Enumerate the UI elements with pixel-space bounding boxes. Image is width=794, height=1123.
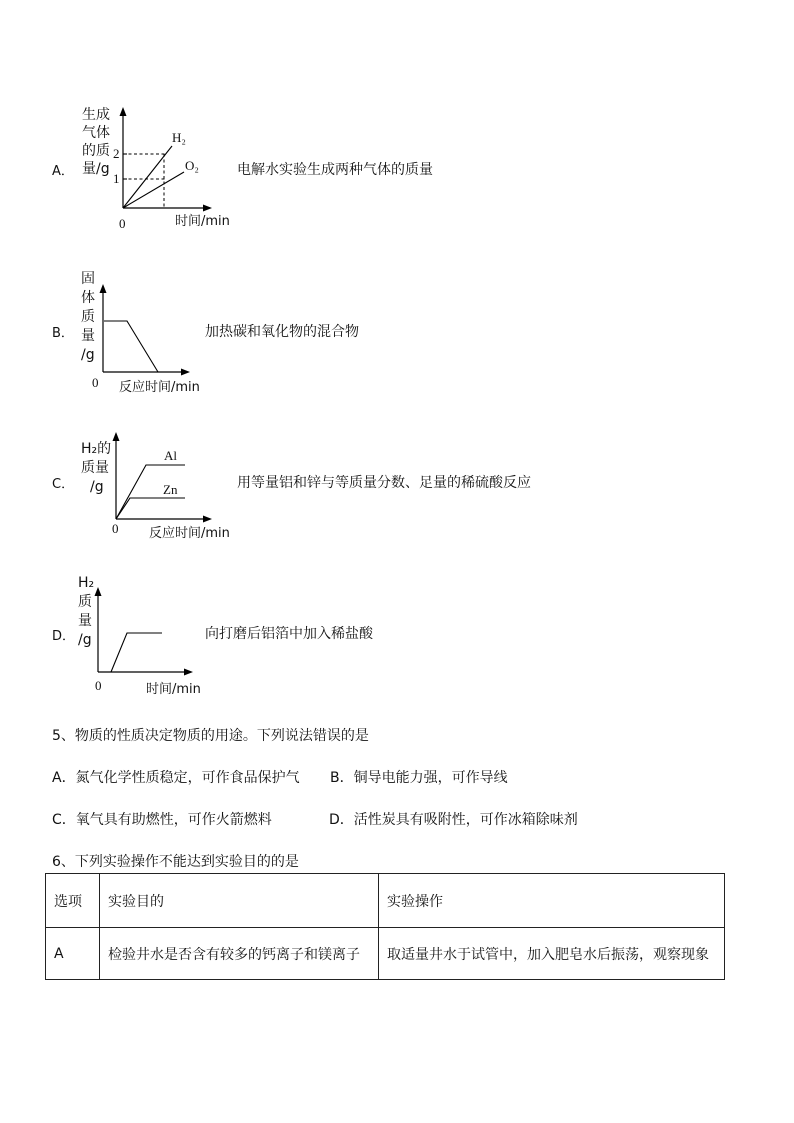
option-c-description: 用等量铝和锌与等质量分数、足量的稀硫酸反应	[237, 475, 531, 491]
graph-a-h2-label: H₂	[172, 130, 186, 145]
graph-d-curve	[111, 633, 162, 672]
graph-b-ylabel-line: 质	[81, 309, 95, 325]
graph-c-origin: 0	[112, 521, 119, 536]
option-a-description: 电解水实验生成两种气体的质量	[237, 162, 433, 178]
q6-stem: 6、下列实验操作不能达到实验目的的是	[52, 854, 299, 870]
graph-c	[113, 432, 213, 523]
graph-c-al-label: Al	[164, 448, 177, 463]
q5-option-c: C．氧气具有助燃性，可作火箭燃料	[52, 812, 272, 828]
graph-b-x-arrow	[181, 369, 190, 376]
graph-b-ylabel-line: /g	[81, 347, 95, 363]
graph-d-ylabel-line: H₂	[78, 575, 95, 591]
graph-b-y-arrow	[100, 284, 107, 293]
q6-header-row	[46, 874, 725, 928]
graph-a-ylabel-line: 量/g	[82, 161, 110, 177]
option-b-letter: B．	[52, 326, 74, 341]
option-d-letter: D．	[52, 629, 76, 644]
graph-a-h2-line	[123, 146, 172, 208]
graph-b-ylabel-line: 体	[81, 290, 95, 306]
q6-cell-purpose: 检验井水是否含有较多的钙离子和镁离子	[100, 928, 379, 980]
graph-d-xlabel: 时间/min	[146, 682, 201, 697]
option-c-letter: C．	[52, 477, 75, 492]
q5-stem: 5、物质的性质决定物质的用途。下列说法错误的是	[52, 728, 369, 744]
graph-d-x-arrow	[184, 669, 193, 676]
graph-a-ylabel-line: 的质	[82, 143, 110, 159]
q6-header-option: 选项	[46, 874, 100, 928]
graph-b-ylabel	[81, 270, 95, 365]
graph-d-ylabel-line: 量	[78, 613, 92, 629]
graph-c-ylabel	[81, 440, 111, 497]
graph-a-o2-label: O₂	[185, 158, 199, 173]
q6-header-purpose: 实验目的	[100, 874, 379, 928]
graph-c-ylabel-line: /g	[90, 479, 104, 495]
q6-header-operation: 实验操作	[379, 874, 725, 928]
q5-option-b: B．铜导电能力强，可作导线	[330, 770, 508, 786]
q5-option-d: D．活性炭具有吸附性，可作冰箱除味剂	[329, 812, 578, 828]
graph-d-origin: 0	[95, 678, 102, 693]
table-row	[46, 928, 725, 980]
graph-a-ytick-2: 2	[113, 146, 120, 161]
option-a-letter: A．	[52, 164, 74, 179]
graph-b-origin: 0	[92, 375, 99, 390]
graph-b-curve	[104, 321, 158, 372]
graph-a-ylabel	[82, 106, 110, 178]
graph-b	[100, 284, 191, 376]
q6-cell-option: A	[46, 928, 100, 980]
graph-d-ylabel-line: /g	[78, 632, 92, 648]
graph-a-ylabel-line: 气体	[82, 125, 110, 141]
q6-cell-operation: 取适量井水于试管中，加入肥皂水后振荡，观察现象	[379, 928, 725, 980]
option-d-description: 向打磨后铝箔中加入稀盐酸	[205, 626, 373, 642]
graph-c-ylabel-line: 质量	[81, 460, 109, 476]
graph-a-origin: 0	[119, 216, 126, 231]
graph-c-zn-label: Zn	[163, 482, 178, 497]
graph-a-o2-line	[123, 172, 184, 208]
graph-d-y-arrow	[95, 587, 102, 596]
graph-c-xlabel: 反应时间/min	[149, 526, 230, 541]
graph-d-ylabel	[78, 574, 94, 650]
graph-c-y-arrow	[113, 432, 120, 441]
graph-a-ytick-1: 1	[113, 171, 120, 186]
graph-b-ylabel-line: 固	[81, 271, 95, 287]
graph-d-ylabel-line: 质	[78, 594, 92, 610]
graph-b-xlabel: 反应时间/min	[119, 380, 200, 395]
graph-c-ylabel-line: H₂的	[81, 441, 112, 457]
graph-a-xlabel: 时间/min	[175, 214, 230, 229]
q6-table	[45, 873, 725, 980]
graph-b-ylabel-line: 量	[81, 328, 95, 344]
option-b-description: 加热碳和氧化物的混合物	[205, 324, 359, 340]
graph-a-ylabel-line: 生成	[82, 107, 110, 123]
q5-option-a: A．氮气化学性质稳定，可作食品保护气	[52, 770, 300, 786]
graph-d	[95, 587, 194, 676]
graph-a-y-arrow	[120, 107, 127, 116]
